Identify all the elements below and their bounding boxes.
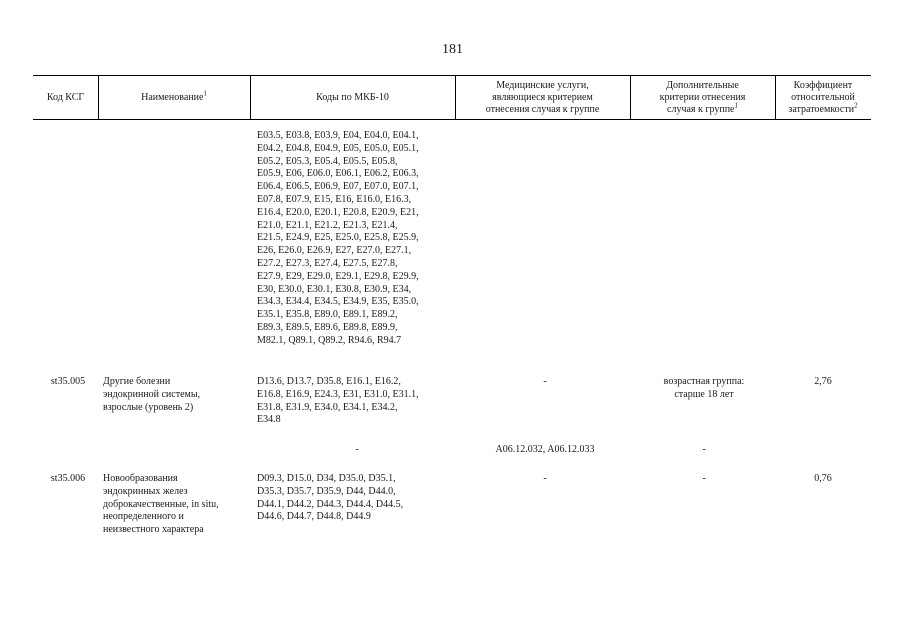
header-code-label: Код КСГ [46, 91, 85, 103]
table-row-coefficient: 0,76 [814, 473, 832, 484]
header-name-label: Наименование [141, 91, 204, 103]
table-row-name: Другие болезни эндокринной системы, взрослые (уровень 2) [103, 376, 201, 413]
table-row-med-services: A06.12.032, A06.12.033 [495, 444, 595, 455]
table-row-extra-criteria: возрастная группа: старше 18 лет [663, 376, 745, 400]
table-row-med-services: - [543, 376, 547, 387]
header-add-footnote: 1 [734, 101, 738, 110]
table-row-code: st35.005 [50, 376, 86, 387]
header-name-footnote: 1 [203, 89, 207, 98]
header-med-label: Медицинские услуги, являющиеся критерием отнесения случая к группе [485, 79, 600, 115]
header-add-label: Дополнительные критерии отнесения случая к группе [659, 79, 746, 115]
page-number: 181 [442, 42, 463, 57]
table-row-med-services: - [543, 473, 547, 484]
table-row-extra-criteria: - [702, 473, 706, 484]
header-cell-coef [775, 76, 871, 119]
header-coef-footnote: 2 [854, 101, 858, 110]
table-row-extra-criteria: - [702, 444, 706, 455]
table-row-code: st35.006 [50, 473, 86, 484]
header-cell-code [33, 76, 98, 119]
header-cell-mkb [250, 76, 455, 119]
table-row-mkb-codes: - [355, 444, 359, 455]
header-mkb-label: Коды по МКБ-10 [316, 91, 389, 103]
table-header [33, 75, 871, 120]
table-row-coefficient: 2,76 [814, 376, 832, 387]
header-cell-med [455, 76, 630, 119]
header-cell-name [98, 76, 250, 119]
table-row-mkb-codes: D13.6, D13.7, D35.8, E16.1, E16.2, E16.8, E16.9, E24.3, E31, E31.0, E31.1, E31.8, E31.9, E34.0, E34.1, E34.2, E34.8 [257, 376, 419, 426]
header-coef-label: Коэффициент относительной затратоемкости [788, 79, 855, 115]
table-row-mkb-codes: E03.5, E03.8, E03.9, E04, E04.0, E04.1, E04.2, E04.8, E04.9, E05, E05.0, E05.1, E05.2, E05.3, E05.4, E05.5, E05.8, E05.9, E06, E06.0, E06.1, E06.2, E06.3, E06.4, E06.5, E06.9, E07, E07.0, E07.1, E07.8, E07.9, E15, E16, E16.0, E16.3, E16.4, E20.0, E20.1, E20.8, E20.9, E21, E21.0, E21.1, E21.2, E21.3, E21.4, E21.5, E24.9, E25, E25.0, E25.8, E25.9, E26, E26.0, E26.9, E27, E27.0, E27.1, E27.2, E27.3, E27.4, E27.5, E27.8, E27.9, E29, E29.0, E29.1, E29.8, E29.9, E30, E30.0, E30.1, E30.8, E30.9, E34, E34.3, E34.4, E34.5, E34.9, E35, E35.0, E35.1, E35.8, E89.0, E89.1, E89.2, E89.3, E89.5, E89.6, E89.8, E89.9, M82.1, Q89.1, Q89.2, R94.6, R94.7 [257, 130, 419, 346]
table-row-mkb-codes: D09.3, D15.0, D34, D35.0, D35.1, D35.3, D35.7, D35.9, D44, D44.0, D44.1, D44.2, D44.3, D44.4, D44.5, D44.6, D44.7, D44.8, D44.9 [257, 473, 404, 523]
table-row-name: Новообразования эндокринных желез доброкачественные, in situ, неопределенного и неизвестного характера [103, 473, 219, 536]
header-cell-add [630, 76, 775, 119]
